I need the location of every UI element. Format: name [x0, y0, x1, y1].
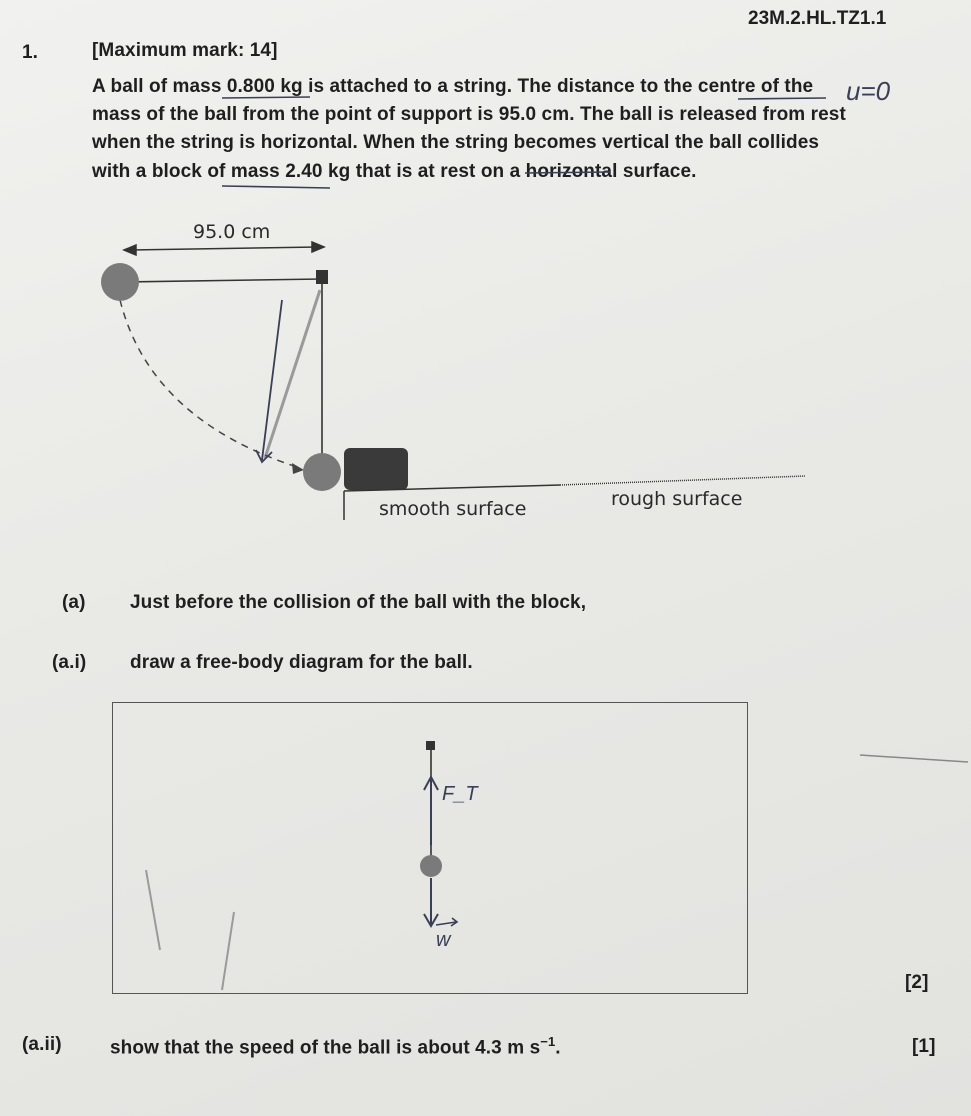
part-ai-marks: [2] — [905, 972, 929, 993]
ball-start — [101, 263, 139, 301]
part-aii-marks: [1] — [912, 1036, 936, 1057]
block — [344, 448, 408, 490]
swing-path — [120, 300, 300, 468]
horizontal-string — [120, 279, 322, 282]
weight-label: w — [436, 929, 451, 951]
question-reference: 23M.2.HL.TZ1.1 — [748, 8, 887, 29]
annotation-initial-velocity: u=0 — [846, 76, 891, 106]
length-label: 95.0 cm — [193, 221, 271, 243]
length-dimension-arrow — [124, 242, 324, 255]
part-aii-exponent: −1 — [540, 1034, 556, 1049]
stray-stroke — [860, 755, 968, 762]
smooth-surface-label: smooth surface — [379, 498, 527, 520]
part-aii-text-prefix: show that the speed of the ball is about 4.3 m s — [110, 1037, 541, 1059]
pivot-support — [316, 270, 328, 284]
max-mark: [Maximum mark: 14] — [92, 40, 278, 61]
rough-surface-line — [560, 476, 805, 485]
handwritten-velocity-arrow — [256, 300, 282, 462]
question-number: 1. — [22, 42, 39, 63]
swing-arrowhead — [292, 463, 304, 474]
tension-label: F_T — [442, 783, 478, 805]
ball-bottom — [303, 453, 341, 491]
free-body-diagram-answer-box[interactable] — [112, 702, 748, 994]
rough-surface-label: rough surface — [611, 488, 743, 510]
part-aii-label: (a.ii) — [22, 1034, 62, 1055]
intro-line-4: with a block of mass 2.40 kg that is at rest on a horizontal surface. — [92, 161, 697, 182]
part-a-label: (a) — [62, 592, 86, 613]
part-aii-suffix: . — [555, 1037, 561, 1059]
part-ai-text: draw a free-body diagram for the ball. — [130, 652, 473, 673]
part-ai-label: (a.i) — [52, 652, 87, 673]
intro-line-1: A ball of mass 0.800 kg is attached to a string. The distance to the centre of the — [92, 76, 814, 97]
part-a-text: Just before the collision of the ball with the block, — [130, 592, 587, 613]
intro-line-3: when the string is horizontal. When the string becomes vertical the ball collides — [92, 132, 820, 153]
part-aii-text — [110, 1034, 561, 1059]
handwritten-underlines — [222, 97, 826, 188]
intro-line-2: mass of the ball from the point of support is 95.0 cm. The ball is released from rest — [92, 104, 846, 125]
